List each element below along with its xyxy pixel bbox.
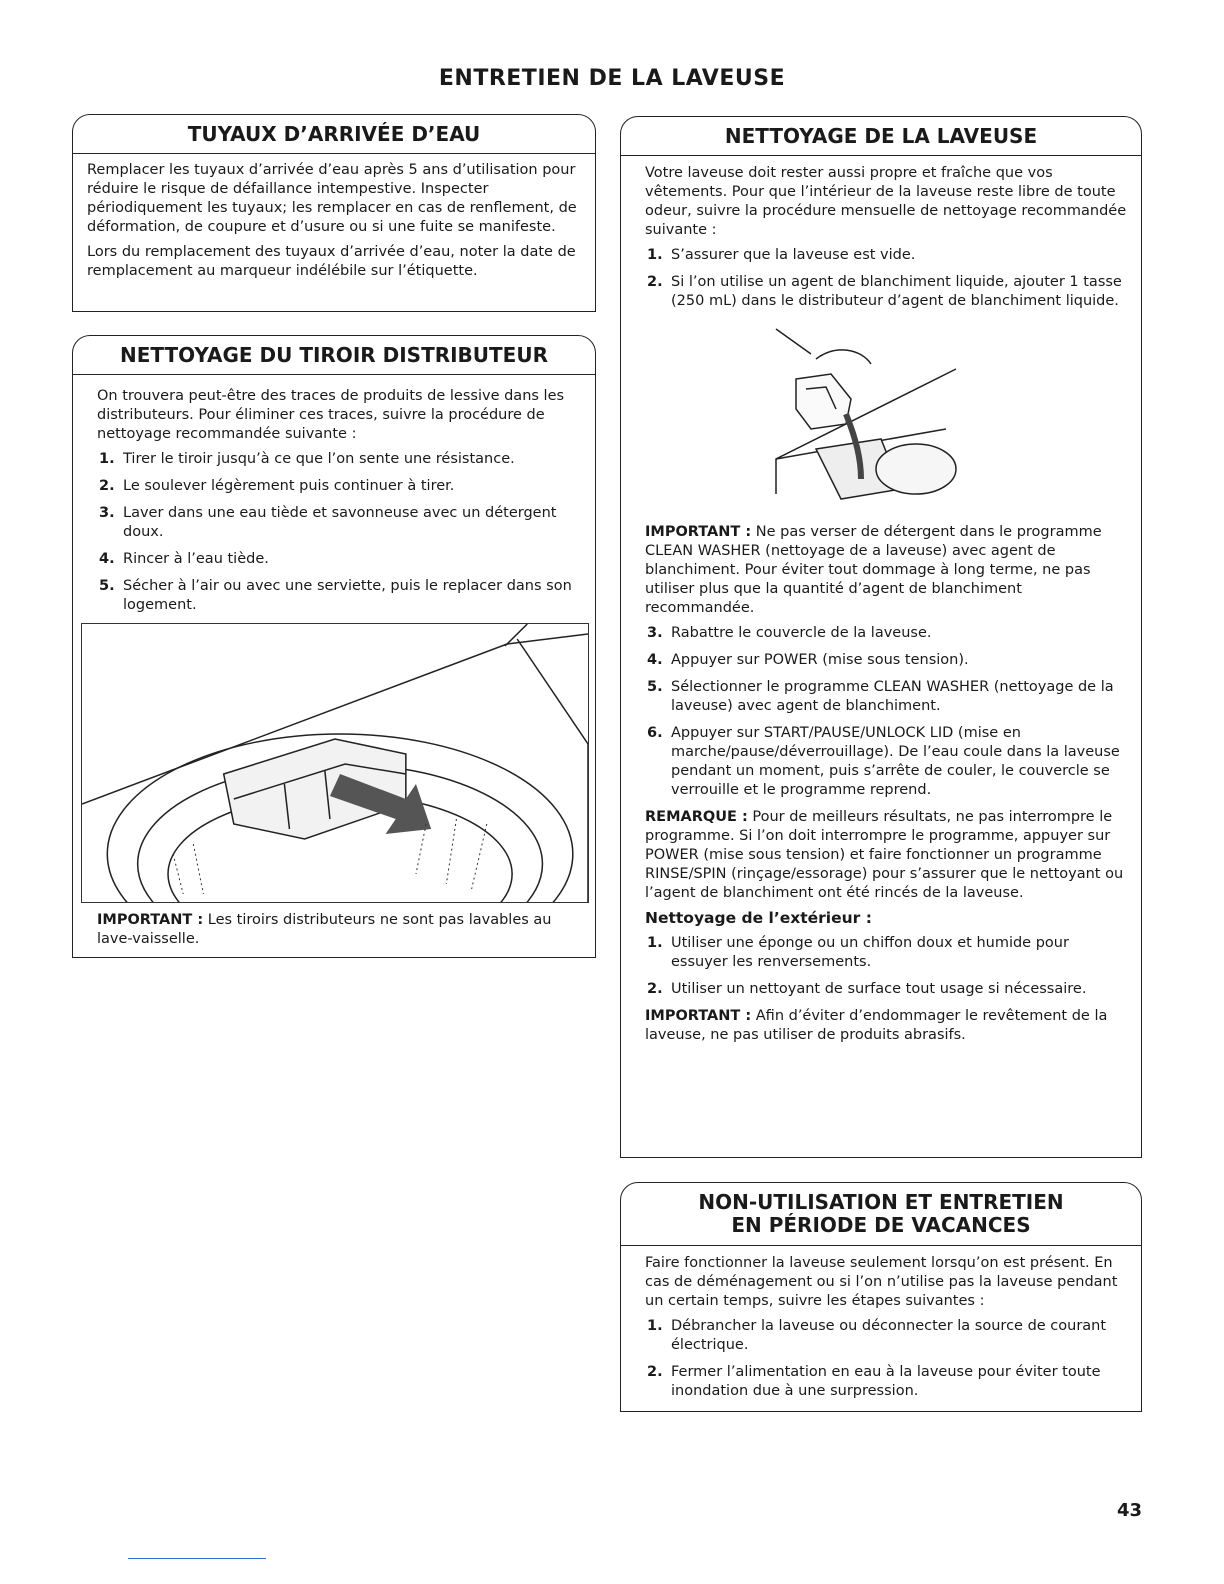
list-item: 3. Rabattre le couvercle de la laveuse. — [647, 625, 932, 641]
tiroir-intro: On trouvera peut-être des traces de produits de lessive dans les distributeurs. Pour éliminer ces traces, suivre la procédure de nettoyage recommandée suivante : — [97, 388, 565, 442]
footer-rule — [128, 1558, 266, 1559]
vacances-heading-line2: EN PÉRIODE DE VACANCES — [731, 1213, 1031, 1237]
list-item: 1. Utiliser une éponge ou un chiffon doux et humide pour essuyer les renversements. — [647, 935, 1069, 970]
laveuse-important-2: IMPORTANT : Afin d’éviter d’endommager le revêtement de la laveuse, ne pas utiliser de produits abrasifs. — [645, 1008, 1108, 1043]
vacances-intro: Faire fonctionner la laveuse seulement lorsqu’on est présent. En cas de déménagement ou si l’on n’utilise pas la laveuse pendant un certain temps, suivre les étapes suivantes : — [645, 1255, 1118, 1309]
tuyaux-paragraph: Lors du remplacement des tuyaux d’arrivée d’eau, noter la date de remplacement au marqueur indélébile sur l’étiquette. — [87, 244, 576, 279]
tiroir-steps — [97, 450, 581, 615]
list-item: 4. Appuyer sur POWER (mise sous tension). — [647, 652, 969, 668]
laveuse-steps-a — [645, 246, 1127, 311]
laveuse-steps-b — [645, 624, 1127, 800]
list-item: 5. Sécher à l’air ou avec une serviette, puis le replacer dans son logement. — [99, 578, 572, 613]
section-tuyaux — [72, 121, 596, 312]
list-item: 2. Fermer l’alimentation en eau à la laveuse pour éviter toute inondation due à une surpression. — [647, 1364, 1101, 1399]
list-item: 1. Débrancher la laveuse ou déconnecter la source de courant électrique. — [647, 1318, 1107, 1353]
list-item: 5. Sélectionner le programme CLEAN WASHER (nettoyage de la laveuse) avec agent de blanchiment. — [647, 679, 1114, 714]
list-item: 3. Laver dans une eau tiède et savonneuse avec un détergent doux. — [99, 505, 557, 540]
section-vacances-heading — [620, 1182, 1142, 1246]
section-tiroir-heading: NETTOYAGE DU TIROIR DISTRIBUTEUR — [72, 335, 596, 375]
vacances-steps — [645, 1317, 1127, 1401]
vacances-heading-line1: NON-UTILISATION ET ENTRETIEN — [698, 1190, 1064, 1214]
page-number: 43 — [1116, 1500, 1142, 1521]
laveuse-important: IMPORTANT : Ne pas verser de détergent dans le programme CLEAN WASHER (nettoyage de a laveuse) avec agent de blanchiment. Pour éviter tout dommage à long terme, ne pas utiliser plus que la quantité d’agent de blanchiment recommandée. — [645, 524, 1102, 616]
list-item: 1. S’assurer que la laveuse est vide. — [647, 247, 916, 263]
page-title: ENTRETIEN DE LA LAVEUSE — [438, 66, 786, 91]
section-tuyaux-heading: TUYAUX D’ARRIVÉE D’EAU — [72, 114, 596, 154]
bleach-pouring-illustration — [645, 319, 1127, 513]
list-item: 2. Utiliser un nettoyant de surface tout usage si nécessaire. — [647, 981, 1087, 997]
list-item: 1. Tirer le tiroir jusqu’à ce que l’on sente une résistance. — [99, 451, 515, 467]
list-item: 2. Si l’on utilise un agent de blanchiment liquide, ajouter 1 tasse (250 mL) dans le distributeur d’agent de blanchiment liquide. — [647, 274, 1122, 309]
list-item: 6. Appuyer sur START/PAUSE/UNLOCK LID (mise en marche/pause/déverrouillage). De l’eau coule dans la laveuse pendant un moment, puis s’arrête de couler, le couvercle se verrouille et le programme reprend. — [647, 725, 1120, 798]
laveuse-remarque: REMARQUE : Pour de meilleurs résultats, ne pas interrompre le programme. Si l’on doit interrompre le programme, appuyer sur POWER (mise sous tension) et faire fonctionner un programme RINSE/SPIN (rinçage/essorage) pour s’assurer que le nettoyant ou l’agent de blanchiment ont été rincés de la laveuse. — [645, 809, 1124, 901]
dispenser-drawer-illustration — [81, 623, 589, 903]
tuyaux-paragraph: Remplacer les tuyaux d’arrivée d’eau après 5 ans d’utilisation pour réduire le risque de défaillance intempestive. Inspecter périodiquement les tuyaux; les remplacer en cas de renflement, de déformation, de coupure et d’usure ou si une fuite se manifeste. — [87, 162, 577, 235]
section-laveuse-heading: NETTOYAGE DE LA LAVEUSE — [620, 116, 1142, 156]
section-tiroir — [72, 342, 596, 958]
list-item: 4. Rincer à l’eau tiède. — [99, 551, 269, 567]
tiroir-important: IMPORTANT : Les tiroirs distributeurs ne sont pas lavables au lave-vaisselle. — [97, 912, 552, 947]
list-item: 2. Le soulever légèrement puis continuer à tirer. — [99, 478, 455, 494]
section-vacances — [620, 1190, 1142, 1412]
laveuse-intro: Votre laveuse doit rester aussi propre et fraîche que vos vêtements. Pour que l’intérieur de la laveuse reste libre de toute odeur, suivre la procédure mensuelle de nettoyage recommandée suivante : — [645, 165, 1127, 238]
section-laveuse — [620, 123, 1142, 1158]
exterieur-heading: Nettoyage de l’extérieur : — [645, 909, 872, 927]
laveuse-steps-c — [645, 934, 1127, 999]
